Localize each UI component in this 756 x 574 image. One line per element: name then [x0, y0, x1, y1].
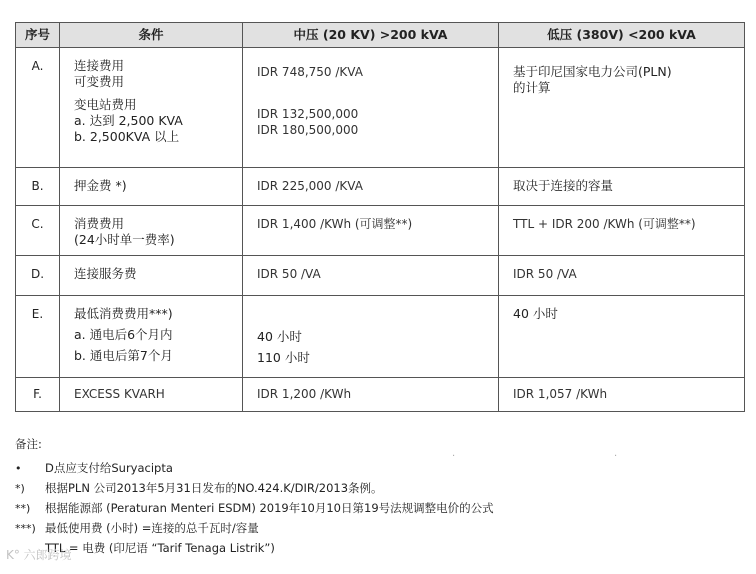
low-value: 40 小时	[513, 306, 558, 321]
medium-value: IDR 132,500,000	[257, 107, 359, 121]
note-text: TTL = 电费 (印尼语 “Tarif Tenaga Listrik”)	[45, 541, 275, 555]
watermark: K° 六郎跨境	[6, 548, 72, 562]
table-row	[16, 256, 745, 296]
medium-value: IDR 50 /VA	[257, 267, 321, 281]
low-value: 的计算	[513, 80, 551, 95]
row-index: B.	[31, 179, 44, 193]
medium-value: 40 小时	[257, 329, 302, 344]
note-item	[15, 498, 745, 518]
note-item	[15, 518, 745, 538]
condition-line: a. 通电后6个月内	[74, 327, 173, 342]
medium-value: IDR 225,000 /KVA	[257, 179, 363, 193]
medium-value: IDR 1,200 /KWh	[257, 387, 352, 401]
low-value: IDR 50 /VA	[513, 267, 577, 281]
medium-value: 110 小时	[257, 350, 310, 365]
row-index: E.	[31, 307, 44, 321]
condition-line: b. 2,500KVA 以上	[74, 129, 180, 144]
header-index: 序号	[16, 23, 60, 48]
condition-line: 押金费 *)	[74, 178, 127, 193]
notes-title: 备注:	[15, 437, 42, 451]
low-value: 基于印尼国家电力公司(PLN)	[513, 64, 672, 79]
note-mark: *)	[15, 481, 25, 495]
table-row	[16, 168, 745, 206]
note-text: 根据PLN 公司2013年5月31日发布的NO.424.K/DIR/2013条例。	[45, 481, 383, 495]
table-row	[16, 206, 745, 256]
fee-table	[15, 22, 745, 412]
notes-section	[15, 436, 745, 558]
row-index: D.	[30, 267, 45, 281]
note-mark: **)	[15, 501, 31, 515]
divider-dot: .	[452, 448, 456, 459]
note-mark: ***)	[15, 521, 36, 535]
condition-line: 连接服务费	[74, 266, 137, 281]
header-low-voltage: 低压 (380V) <200 kVA	[499, 23, 745, 48]
table-row	[16, 296, 745, 378]
condition-line: 变电站费用	[74, 97, 137, 112]
condition-line: 消费费用	[74, 216, 125, 231]
note-mark: •	[15, 461, 22, 475]
condition-line: 可变费用	[74, 74, 125, 89]
note-item	[15, 478, 745, 498]
condition-line: b. 通电后第7个月	[74, 348, 173, 363]
medium-value: IDR 1,400 /KWh (可调整**)	[257, 217, 413, 231]
note-text: D点应支付给Suryacipta	[45, 461, 173, 475]
header-medium-voltage: 中压 (20 KV) >200 kVA	[243, 23, 499, 48]
medium-value: IDR 180,500,000	[257, 123, 359, 137]
condition-line: a. 达到 2,500 KVA	[74, 113, 183, 128]
table-header-row	[16, 23, 745, 48]
row-index: F.	[33, 387, 42, 401]
condition-line: 最低消费费用***)	[74, 306, 173, 321]
medium-value: IDR 748,750 /KVA	[257, 65, 363, 79]
note-text: 最低使用费 (小时) =连接的总千瓦时/容量	[45, 521, 259, 535]
condition-line: 连接费用	[74, 58, 125, 73]
condition-line: EXCESS KVARH	[74, 387, 165, 401]
table-row	[16, 48, 745, 168]
table-row	[16, 378, 745, 412]
low-value: 取决于连接的容量	[513, 178, 614, 193]
divider-dot: .	[614, 448, 618, 459]
header-condition: 条件	[60, 23, 243, 48]
low-value: TTL + IDR 200 /KWh (可调整**)	[513, 217, 696, 231]
condition-line: (24小时单一费率)	[74, 232, 175, 247]
note-item	[15, 538, 745, 558]
row-index: C.	[31, 217, 44, 231]
row-index: A.	[31, 59, 44, 73]
note-item	[15, 458, 745, 478]
note-text: 根据能源部 (Peraturan Menteri ESDM) 2019年10月10日第19号法规调整电价的公式	[45, 501, 494, 515]
low-value: IDR 1,057 /KWh	[513, 387, 608, 401]
